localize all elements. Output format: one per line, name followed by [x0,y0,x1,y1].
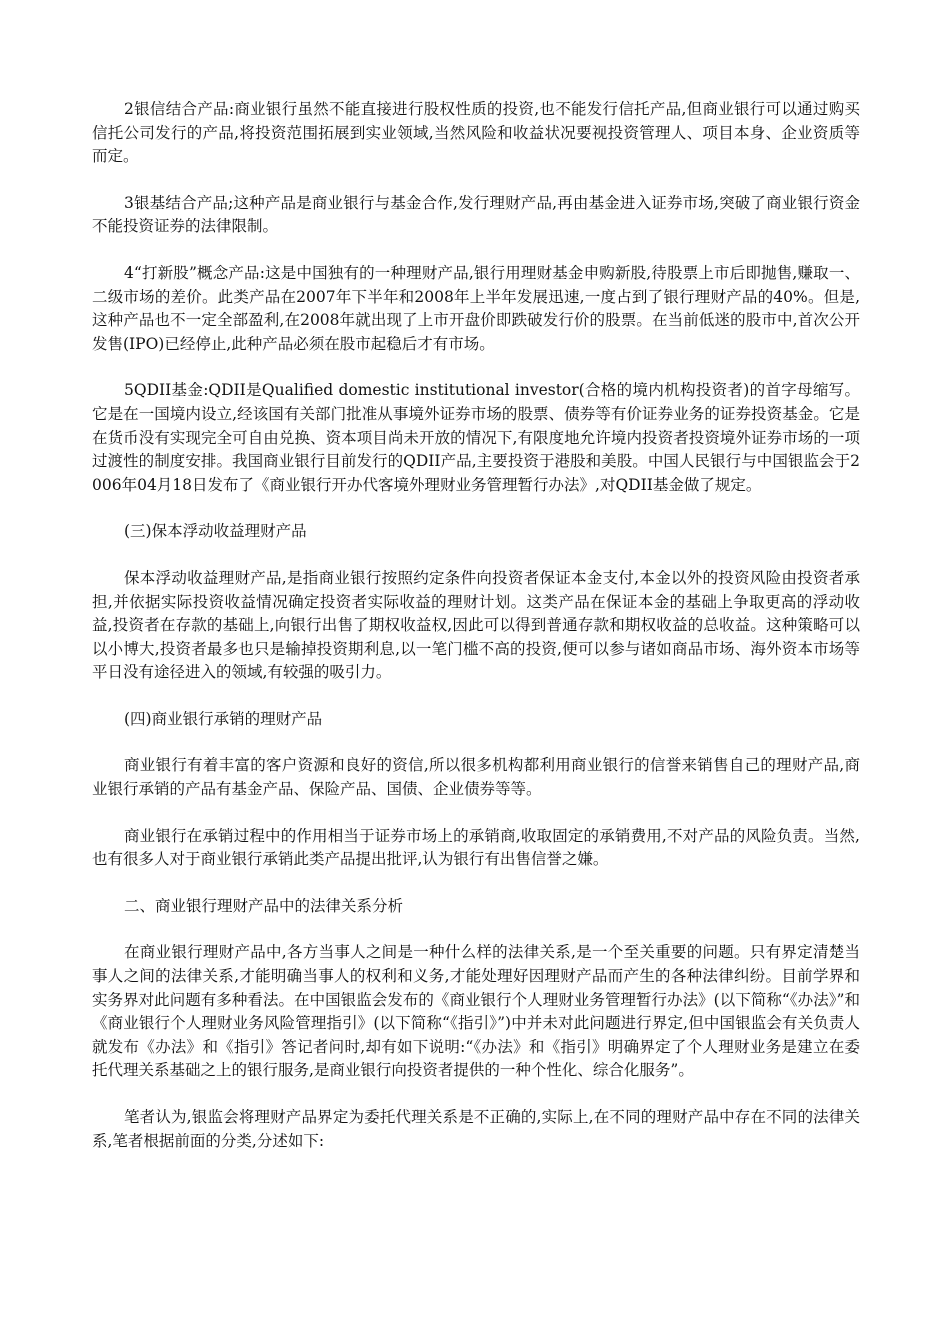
section-heading-capital-guaranteed: (三)保本浮动收益理财产品 [124,522,307,541]
paragraph-bank-trust-products: 2银信结合产品:商业银行虽然不能直接进行股权性质的投资,也不能发行信托产品,但商业银行可以通过购买信托公司发行的产品,将投资范围拓展到实业领域,当然风险和收益状况要视投资管理人、项目本身、企业资质等而定。 [92,100,860,166]
paragraph-bank-fund-products: 3银基结合产品;这种产品是商业银行与基金合作,发行理财产品,再由基金进入证券市场,突破了商业银行资金不能投资证券的法律限制。 [92,193,860,236]
document-body [92,98,860,1176]
paragraph-legal-relations-analysis: 在商业银行理财产品中,各方当事人之间是一种什么样的法律关系,是一个至关重要的问题。只有界定清楚当事人之间的法律关系,才能明确当事人的权利和义务,才能处理好因理财产品而产生的各种法律纠纷。目前学界和实务界对此问题有多种看法。在中国银监会发布的《商业银行个人理财业务管理暂行办法》(以下简称“《办法》”和《商业银行个人理财业务风险管理指引》(以下简称“《指引》”)中并未对此问题进行界定,但中国银监会有关负责人就发布《办法》和《指引》答记者问时,却有如下说明:“《办法》和《指引》明确界定了个人理财业务是建立在委托代理关系基础之上的银行服务,是商业银行向投资者提供的一种个性化、综合化服务”。 [92,943,860,1080]
paragraph-qdii-fund: 5QDII基金:QDII是Qualified domestic institutional investor(合格的境内机构投资者)的首字母缩写。它是在一国境内设立,经该国有关部门批准从事境外证券市场的股票、债券等有价证券业务的证券投资基金。它是在货币没有实现完全可自由兑换、资本项目尚未开放的情况下,有限度地允许境内投资者投资境外证券市场的一项过渡性的制度安排。我国商业银行目前发行的QDII产品,主要投资于港股和美股。中国人民银行与中国银监会于2006年04月18日发布了《商业银行开办代客境外理财业务管理暂行办法》,对QDII基金做了规定。 [92,381,860,494]
paragraph-ipo-concept-products: 4“打新股”概念产品:这是中国独有的一种理财产品,银行用理财基金申购新股,待股票上市后即抛售,赚取一、二级市场的差价。此类产品在2007年下半年和2008年上半年发展迅速,一度占到了银行理财产品的40%。但是,这种产品也不一定全部盈利,在2008年就出现了上市开盘价即跌破发行价的股票。在当前低迷的股市中,首次公开发售(IPO)已经停止,此种产品必须在股市起稳后才有市场。 [92,263,860,353]
paragraph-author-view: 笔者认为,银监会将理财产品界定为委托代理关系是不正确的,实际上,在不同的理财产品中存在不同的法律关系,笔者根据前面的分类,分述如下: [92,1108,860,1150]
paragraph-capital-guaranteed-products: 保本浮动收益理财产品,是指商业银行按照约定条件向投资者保证本金支付,本金以外的投资风险由投资者承担,并依据实际投资收益情况确定投资者实际收益的理财计划。这类产品在保证本金的基础上争取更高的浮动收益,投资者在存款的基础上,向银行出售了期权收益权,因此可以得到普通存款和期权收益的总收益。这种策略可以以小博大,投资者最多也只是输掉投资期利息,以一笔门槛不高的投资,便可以参与诸如商品市场、海外资本市场等平日没有途径进入的领域,有较强的吸引力。 [92,568,860,682]
section-heading-underwritten-products: (四)商业银行承销的理财产品 [124,709,323,728]
paragraph-underwritten-products: 商业银行有着丰富的客户资源和良好的资信,所以很多机构都利用商业银行的信誉来销售自己的理财产品,商业银行承销的产品有基金产品、保险产品、国债、企业债券等等。 [92,756,860,799]
paragraph-underwriter-role: 商业银行在承销过程中的作用相当于证券市场上的承销商,收取固定的承销费用,不对产品的风险负责。当然,也有很多人对于商业银行承销此类产品提出批评,认为银行有出售信誉之嫌。 [92,826,860,869]
section-heading-legal-relations: 二、商业银行理财产品中的法律关系分析 [124,896,404,915]
